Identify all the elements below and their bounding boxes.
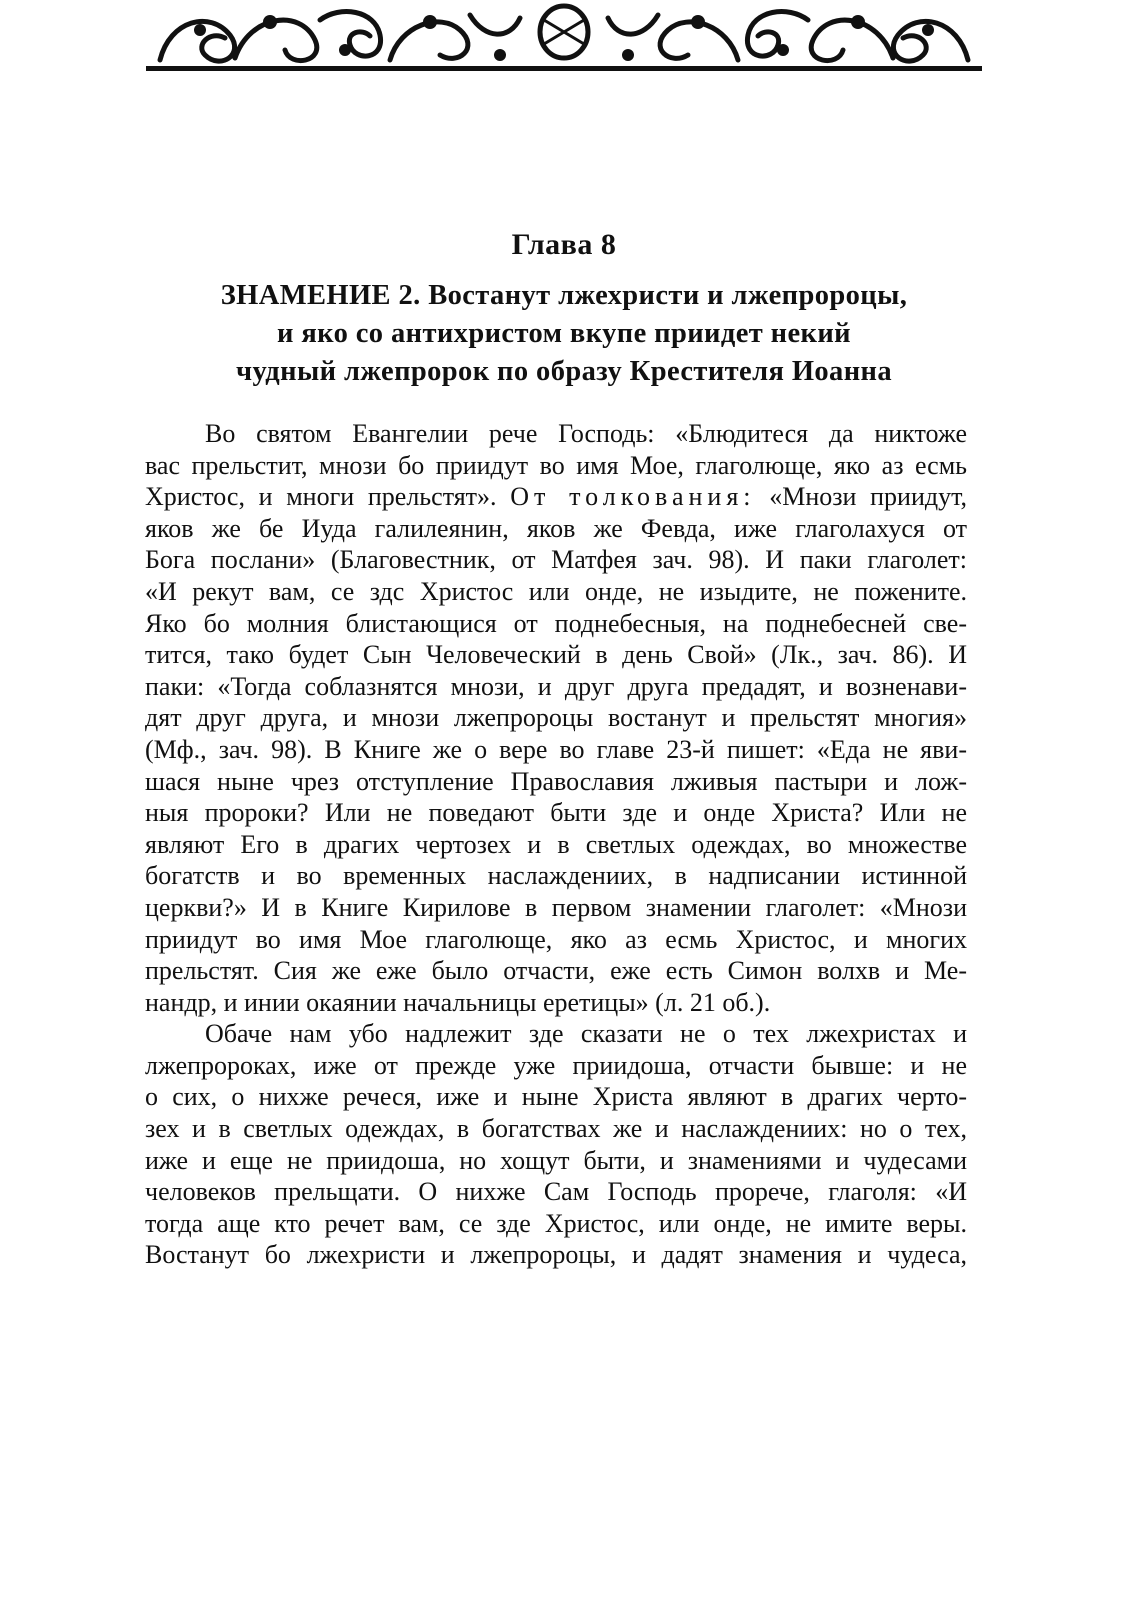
chapter-heading: Глава 8 bbox=[511, 228, 617, 261]
text-line: иже и еще не приидоша, но хощут быти, и знамениями и чудесами bbox=[145, 1145, 967, 1175]
text-line: тогда аще кто речет вам, се зде Христос, или онде, не имите веры. bbox=[145, 1208, 967, 1238]
text-line: паки: «Тогда соблазнятся мнози, и друг друга предадят, и возненави- bbox=[145, 671, 967, 701]
chapter-title-line: чудный лжепророк по образу Крестителя Иоанна bbox=[235, 356, 892, 387]
text-line: шася ныне чрез отступление Православия лживыя пастыри и лож- bbox=[145, 766, 967, 796]
text-segment: «Мнози приидут, bbox=[769, 482, 968, 512]
chapter-title bbox=[150, 277, 978, 391]
text-line bbox=[145, 481, 967, 513]
text-line: тится, тако будет Сын Человеческий в день Свой» (Лк., зач. 86). И bbox=[145, 640, 967, 670]
text-line: яков же бе Иуда галилеянин, яков же Февда, иже глаголахуся от bbox=[145, 513, 967, 543]
text-line: зех и в светлых одеждах, в богатствах же и наслаждениих: но о тех, bbox=[145, 1114, 967, 1144]
emphasized-text: От толкования: bbox=[510, 482, 756, 512]
text-line: ныя пророки? Или не поведают быти зде и онде Христа? Или не bbox=[145, 798, 967, 828]
paragraph bbox=[145, 418, 967, 1018]
text-line: человеков прельщати. О нихже Сам Господь прорече, глаголя: «И bbox=[145, 1177, 967, 1207]
text-line: Бога послани» (Благовестник, от Матфея зач. 98). И паки глаголет: bbox=[145, 545, 967, 575]
text-segment: Христос, и многи прельстят». bbox=[145, 482, 497, 512]
text-line: дят друг друга, и мнози лжепророцы востанут и прельстят многия» bbox=[145, 703, 967, 733]
text-line: Яко бо молния блистающися от поднебесныя, на поднебесней све- bbox=[145, 608, 967, 638]
text-line: богатств и во временных наслаждениих, в надписании истинной bbox=[145, 861, 967, 891]
chapter-title-line: ЗНАМЕНИЕ 2. Востанут лжехристи и лжепророцы, bbox=[220, 280, 908, 311]
text-line: приидут во имя Мое глаголюще, яко аз есмь Христос, и многих bbox=[145, 924, 967, 954]
text-line: нандр, и инии окаянии начальницы еретицы» (л. 21 об.). bbox=[145, 987, 771, 1017]
text-line: церкви?» И в Книге Кирилове в первом знамении глаголет: «Мнози bbox=[145, 892, 967, 922]
chapter-title-line: и яко со антихристом вкупе приидет некий bbox=[276, 318, 852, 349]
text-line: о сих, о нихже речеся, иже и ныне Христа являют в драгих черто- bbox=[145, 1082, 967, 1112]
text-line: вас прельстит, мнози бо приидут во имя Мое, глаголюще, яко аз есмь bbox=[145, 450, 967, 480]
text-line: Обаче нам убо надлежит зде сказати не о тех лжехристах и bbox=[205, 1019, 967, 1049]
text-line: Востанут бо лжехристи и лжепророцы, и дадят знамения и чудеса, bbox=[145, 1240, 967, 1270]
text-line: являют Его в драгих чертозех и в светлых одеждах, во множестве bbox=[145, 829, 967, 859]
paragraph bbox=[145, 1018, 967, 1271]
text-line: «И рекут вам, се здс Христос или онде, не изыдите, не пожените. bbox=[145, 576, 967, 606]
text-line: прельстят. Сия же еже было отчасти, еже есть Симон волхв и Ме- bbox=[145, 956, 967, 986]
body-text bbox=[145, 418, 967, 1271]
text-line: Во святом Евангелии рече Господь: «Блюдитеся да никтоже bbox=[205, 419, 967, 448]
text-line: лжепророках, иже от прежде уже приидоша, отчасти бывше: и не bbox=[145, 1050, 967, 1080]
text-line: (Мф., зач. 98). В Книге же о вере во главе 23-й пишет: «Еда не яви- bbox=[145, 734, 967, 764]
floral-ornament-band-icon bbox=[140, 0, 988, 72]
